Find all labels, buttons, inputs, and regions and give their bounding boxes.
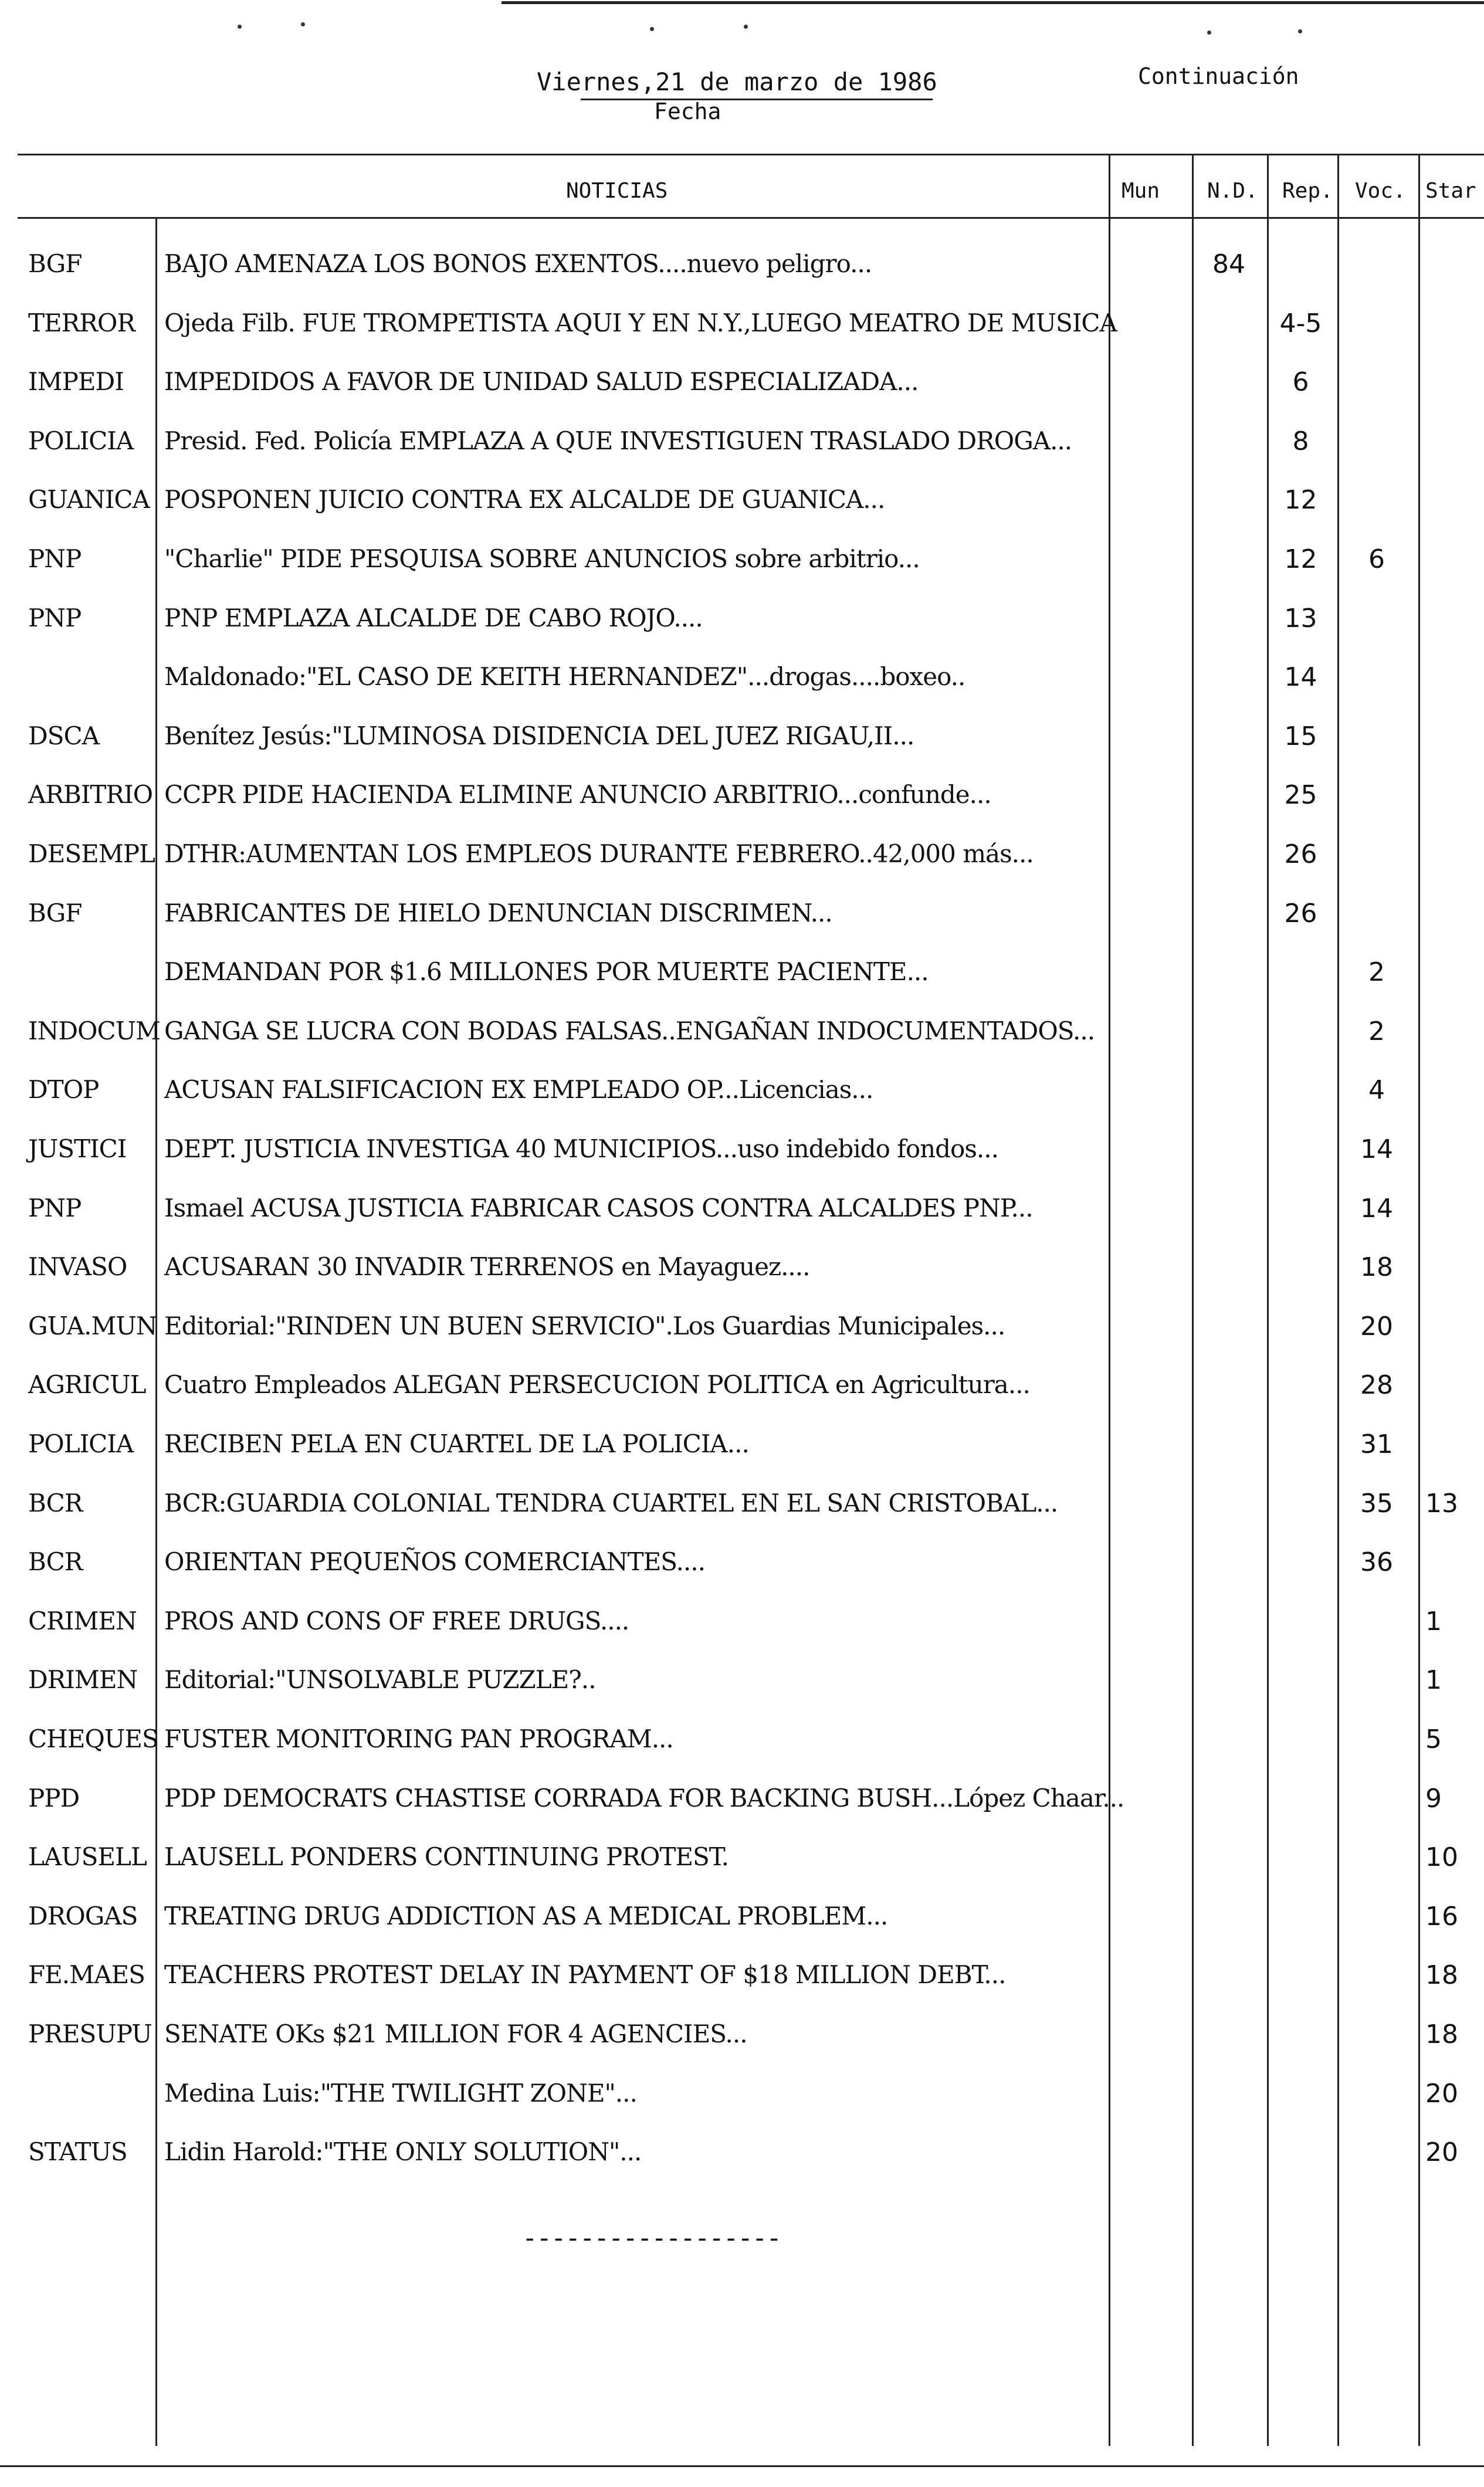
row-code: GUA.MUN	[28, 1311, 157, 1340]
report-date: Viernes,21 de marzo de 1986	[537, 67, 937, 96]
row-code: BCR	[28, 1547, 83, 1577]
column-header-star: Star	[1425, 179, 1476, 203]
top-rule	[502, 1, 1484, 4]
table-row	[0, 2137, 1484, 2196]
row-headline: Editorial:"UNSOLVABLE PUZZLE?..	[164, 1665, 596, 1695]
table-row	[0, 899, 1484, 957]
row-rep-page: 13	[1284, 603, 1317, 633]
row-code: DESEMPL	[28, 839, 155, 868]
table-row	[0, 2020, 1484, 2078]
table-row	[0, 780, 1484, 839]
row-headline: Editorial:"RINDEN UN BUEN SERVICIO".Los Guardias Municipales...	[164, 1311, 1005, 1340]
column-header-nd: N.D.	[1207, 179, 1258, 203]
row-code: DSCA	[28, 721, 99, 750]
table-row	[0, 1665, 1484, 1724]
row-voc-page: 2	[1368, 1016, 1385, 1046]
row-rep-page: 14	[1284, 662, 1317, 693]
row-headline: TEACHERS PROTEST DELAY IN PAYMENT OF $18 MILLION DEBT...	[164, 1960, 1006, 1990]
row-headline: ACUSARAN 30 INVADIR TERRENOS en Mayaguez....	[164, 1252, 810, 1282]
table-row	[0, 1429, 1484, 1488]
row-star-page: 20	[1425, 2078, 1458, 2109]
row-star-page: 1	[1425, 1606, 1442, 1636]
row-headline: BAJO AMENAZA LOS BONOS EXENTOS....nuevo peligro...	[164, 249, 872, 278]
row-code: LAUSELL	[28, 1842, 147, 1872]
scan-speck	[238, 25, 242, 29]
row-code: PNP	[28, 1193, 82, 1222]
row-rep-page: 12	[1284, 544, 1317, 574]
table-row	[0, 1370, 1484, 1429]
row-headline: GANGA SE LUCRA CON BODAS FALSAS..ENGAÑAN INDOCUMENTADOS...	[164, 1016, 1095, 1045]
column-header-mun: Mun	[1122, 179, 1160, 203]
row-code: BGF	[28, 249, 82, 278]
row-rep-page: 25	[1284, 780, 1317, 811]
row-star-page: 18	[1425, 2020, 1458, 2049]
row-headline: ACUSAN FALSIFICACION EX EMPLEADO OP...Licencias...	[164, 1075, 873, 1104]
table-row	[0, 1960, 1484, 2019]
table-row	[0, 1194, 1484, 1252]
row-headline: DTHR:AUMENTAN LOS EMPLEOS DURANTE FEBRERO..42,000 más...	[164, 839, 1034, 868]
row-code: PNP	[28, 544, 82, 573]
row-headline: POSPONEN JUICIO CONTRA EX ALCALDE DE GUANICA...	[164, 485, 885, 514]
row-voc-page: 14	[1360, 1193, 1393, 1224]
row-voc-page: 18	[1360, 1252, 1393, 1283]
table-row	[0, 1134, 1484, 1193]
row-code: POLICIA	[28, 426, 134, 455]
continuation-label: Continuación	[1138, 63, 1299, 89]
row-headline: PROS AND CONS OF FREE DRUGS....	[164, 1606, 629, 1635]
row-headline: BCR:GUARDIA COLONIAL TENDRA CUARTEL EN EL SAN CRISTOBAL...	[164, 1488, 1058, 1517]
scan-speck	[744, 25, 748, 29]
table-row	[0, 1724, 1484, 1783]
row-rep-page: 4-5	[1279, 308, 1322, 338]
row-headline: CCPR PIDE HACIENDA ELIMINE ANUNCIO ARBITRIO...confunde...	[164, 780, 991, 809]
table-row	[0, 1489, 1484, 1547]
table-row	[0, 662, 1484, 721]
closing-rule: ------------------	[522, 2223, 781, 2253]
row-star-page: 9	[1425, 1783, 1442, 1814]
row-nd-page: 84	[1212, 249, 1245, 279]
column-header-rep: Rep.	[1282, 179, 1333, 203]
row-code: POLICIA	[28, 1429, 134, 1458]
row-headline: "Charlie" PIDE PESQUISA SOBRE ANUNCIOS sobre arbitrio...	[164, 544, 920, 573]
row-headline: Maldonado:"EL CASO DE KEITH HERNANDEZ"...drogas....boxeo..	[164, 662, 965, 692]
row-headline: DEPT. JUSTICIA INVESTIGA 40 MUNICIPIOS...uso indebido fondos...	[164, 1134, 998, 1163]
row-code: IMPEDI	[28, 367, 124, 397]
column-header-noticias: NOTICIAS	[566, 179, 668, 203]
row-headline: Medina Luis:"THE TWILIGHT ZONE"...	[164, 2078, 637, 2107]
row-rep-page: 26	[1284, 898, 1317, 929]
row-headline: Ojeda Filb. FUE TROMPETISTA AQUI Y EN N.Y.,LUEGO MEATRO DE MUSICA	[164, 308, 1117, 337]
row-code: CRIMEN	[28, 1606, 137, 1635]
table-row	[0, 604, 1484, 662]
table-row	[0, 309, 1484, 367]
row-code: BGF	[28, 898, 82, 927]
row-voc-page: 31	[1360, 1429, 1393, 1459]
table-row	[0, 1784, 1484, 1842]
table-row	[0, 957, 1484, 1016]
row-code: BCR	[28, 1488, 83, 1517]
row-headline: PNP EMPLAZA ALCALDE DE CABO ROJO....	[164, 603, 703, 632]
row-headline: PDP DEMOCRATS CHASTISE CORRADA FOR BACKING BUSH...López Chaar...	[164, 1783, 1124, 1812]
row-headline: Presid. Fed. Policía EMPLAZA A QUE INVESTIGUEN TRASLADO DROGA...	[164, 426, 1072, 455]
table-row	[0, 426, 1484, 485]
table-header-rule	[18, 217, 1484, 219]
row-headline: SENATE OKs $21 MILLION FOR 4 AGENCIES...	[164, 2020, 747, 2048]
row-headline: Ismael ACUSA JUSTICIA FABRICAR CASOS CONTRA ALCALDES PNP...	[164, 1193, 1033, 1222]
table-row	[0, 1252, 1484, 1311]
row-rep-page: 15	[1284, 721, 1317, 751]
row-voc-page: 35	[1360, 1488, 1393, 1519]
row-headline: Cuatro Empleados ALEGAN PERSECUCION POLITICA en Agricultura...	[164, 1370, 1030, 1400]
scan-speck	[301, 22, 305, 26]
row-voc-page: 14	[1360, 1134, 1393, 1164]
row-headline: RECIBEN PELA EN CUARTEL DE LA POLICIA...	[164, 1429, 749, 1458]
bottom-rule	[0, 2465, 1484, 2467]
row-headline: ORIENTAN PEQUEÑOS COMERCIANTES....	[164, 1547, 705, 1577]
row-code: ARBITRIO	[28, 780, 153, 809]
table-row	[0, 839, 1484, 898]
row-headline: DEMANDAN POR $1.6 MILLONES POR MUERTE PACIENTE...	[164, 957, 929, 987]
row-code: DROGAS	[28, 1901, 138, 1930]
row-code: TERROR	[28, 308, 135, 337]
row-headline: IMPEDIDOS A FAVOR DE UNIDAD SALUD ESPECIALIZADA...	[164, 367, 919, 397]
row-headline: Lidin Harold:"THE ONLY SOLUTION"...	[164, 2137, 642, 2167]
column-header-voc: Voc.	[1355, 179, 1406, 203]
row-voc-page: 4	[1368, 1075, 1385, 1106]
table-row	[0, 1312, 1484, 1370]
table-row	[0, 367, 1484, 426]
table-row	[0, 485, 1484, 544]
row-rep-page: 8	[1292, 426, 1309, 456]
date-underline	[581, 99, 933, 100]
row-code: DRIMEN	[28, 1665, 138, 1695]
row-code: STATUS	[28, 2137, 127, 2167]
row-star-page: 10	[1425, 1842, 1458, 1873]
row-rep-page: 26	[1284, 839, 1317, 869]
row-headline: FUSTER MONITORING PAN PROGRAM...	[164, 1724, 673, 1753]
row-code: PPD	[28, 1783, 80, 1812]
row-code: PRESUPU	[28, 2020, 152, 2048]
table-row	[0, 1902, 1484, 1960]
row-voc-page: 28	[1360, 1370, 1393, 1401]
row-headline: Benítez Jesús:"LUMINOSA DISIDENCIA DEL JUEZ RIGAU,II...	[164, 721, 914, 750]
row-rep-page: 6	[1292, 367, 1309, 398]
row-code: CHEQUES	[28, 1724, 158, 1753]
row-star-page: 13	[1425, 1488, 1458, 1519]
row-star-page: 5	[1425, 1724, 1442, 1754]
row-voc-page: 36	[1360, 1547, 1393, 1578]
row-code: PNP	[28, 603, 82, 632]
scan-speck	[1207, 31, 1211, 35]
table-row	[0, 2079, 1484, 2137]
table-row	[0, 721, 1484, 780]
table-row	[0, 544, 1484, 603]
row-star-page: 16	[1425, 1901, 1458, 1932]
row-headline: FABRICANTES DE HIELO DENUNCIAN DISCRIMEN...	[164, 898, 832, 927]
table-row	[0, 1075, 1484, 1134]
date-label: Fecha	[654, 99, 721, 124]
row-code: FE.MAES	[28, 1960, 145, 1990]
row-headline: TREATING DRUG ADDICTION AS A MEDICAL PROBLEM...	[164, 1901, 888, 1930]
table-row	[0, 1842, 1484, 1901]
row-headline: LAUSELL PONDERS CONTINUING PROTEST.	[164, 1842, 729, 1872]
scan-speck	[1298, 29, 1302, 33]
table-row	[0, 1547, 1484, 1606]
table-row	[0, 1607, 1484, 1665]
row-code: GUANICA	[28, 485, 150, 514]
table-row	[0, 249, 1484, 308]
row-star-page: 20	[1425, 2137, 1458, 2168]
row-voc-page: 2	[1368, 957, 1385, 988]
row-code: INVASO	[28, 1252, 127, 1282]
row-voc-page: 20	[1360, 1311, 1393, 1341]
row-code: INDOCUM	[28, 1016, 160, 1045]
row-voc-page: 6	[1368, 544, 1385, 574]
row-code: JUSTICI	[28, 1134, 127, 1163]
scan-speck	[650, 27, 654, 31]
row-star-page: 1	[1425, 1665, 1442, 1696]
row-rep-page: 12	[1284, 485, 1317, 516]
table-row	[0, 1017, 1484, 1075]
table-top-rule	[18, 154, 1484, 155]
row-code: DTOP	[28, 1075, 99, 1104]
row-star-page: 18	[1425, 1960, 1458, 1991]
row-code: AGRICUL	[28, 1370, 146, 1400]
